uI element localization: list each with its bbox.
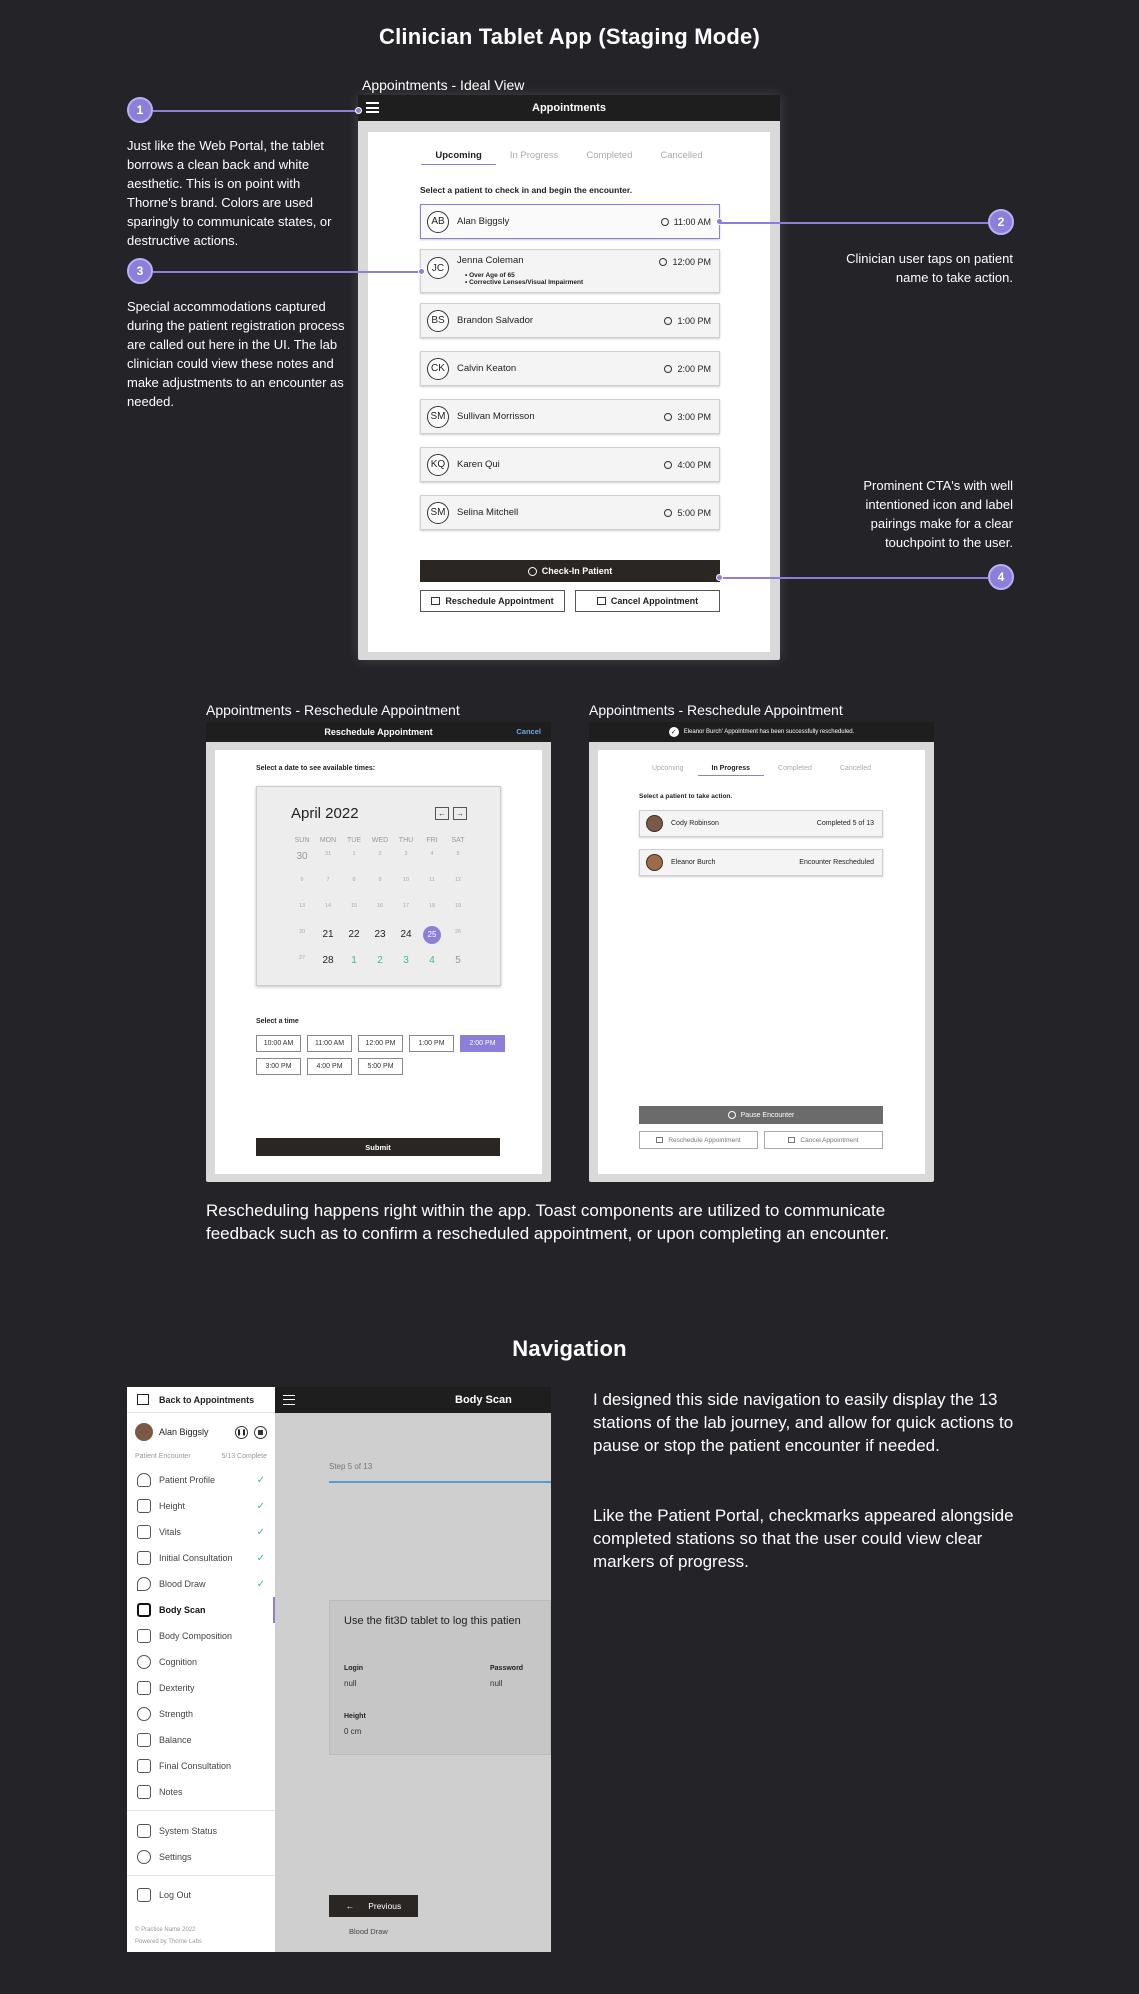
day-cell: 15 [350, 903, 358, 909]
nav-label: System Status [159, 1826, 218, 1836]
annotation-marker-4: 4 [988, 564, 1014, 590]
avatar: SM [427, 502, 449, 524]
nav-item-height[interactable] [127, 1493, 275, 1519]
day-cell: 5 [455, 955, 461, 966]
reschedule-label: Reschedule Appointment [445, 596, 554, 606]
log-out-button[interactable] [127, 1882, 275, 1908]
submit-button[interactable]: Submit [256, 1138, 500, 1156]
avatar: CK [427, 358, 449, 380]
cancel-appointment-button[interactable] [575, 590, 720, 612]
clock-icon [664, 413, 672, 421]
patient-row[interactable] [420, 204, 720, 239]
tab-cancelled[interactable]: Cancelled [839, 765, 872, 772]
encounter-header [135, 1453, 267, 1460]
top-bar [206, 722, 551, 742]
toast-message: Eleanor Burch' Appointment has been successfully rescheduled. [683, 729, 855, 735]
clock-icon [659, 258, 667, 266]
day-cell[interactable]: 21 [322, 929, 334, 940]
patient-name: Jenna Coleman [457, 255, 524, 266]
day-cell: 12 [454, 877, 462, 883]
annotation-line [153, 271, 423, 273]
body-icon [137, 1629, 151, 1643]
gear-icon [137, 1850, 151, 1864]
password-label: Password [490, 1665, 524, 1672]
nav-item-body-composition[interactable] [127, 1623, 275, 1649]
patient-name: Karen Qui [457, 459, 500, 470]
nav-item-system-status[interactable] [127, 1818, 275, 1844]
menu-icon[interactable] [283, 1395, 295, 1405]
prev-month-button[interactable]: ← [435, 807, 449, 820]
day-cell: 8 [352, 877, 356, 883]
powered-by: Powered by Thorne Labs [135, 1939, 202, 1945]
appointment-time: 3:00 PM [677, 411, 711, 422]
divider [127, 1810, 275, 1811]
nav-label: Dexterity [159, 1683, 195, 1693]
weekday-label: TUE [347, 837, 361, 844]
person-icon [137, 1473, 151, 1487]
weekday-label: MON [319, 837, 337, 844]
nav-label: Initial Consultation [159, 1553, 233, 1563]
notes-icon [137, 1785, 151, 1799]
height-label: Height [344, 1713, 366, 1720]
back-to-appointments[interactable] [127, 1387, 275, 1413]
calendar-days [289, 851, 471, 966]
password-value: null [490, 1679, 503, 1688]
day-cell: 4 [430, 851, 434, 857]
ideal-caption: Appointments - Ideal View [362, 77, 525, 93]
time-slot[interactable]: 3:00 PM [256, 1058, 301, 1075]
navigation-description-2: Like the Patient Portal, checkmarks appeared alongside completed stations so that the user could view clear markers of progress. [593, 1506, 1014, 1571]
back-label: Back to Appointments [159, 1394, 255, 1405]
tab-bar [598, 765, 925, 776]
check-icon: ✓ [256, 1474, 265, 1486]
appointment-time: 5:00 PM [677, 507, 711, 518]
toast-caption: Appointments - Reschedule Appointment [589, 702, 843, 718]
time-slot[interactable]: 4:00 PM [307, 1058, 352, 1075]
day-cell[interactable]: 2 [377, 955, 383, 966]
tab-upcoming[interactable]: Upcoming [421, 150, 495, 165]
tab-completed[interactable]: Completed [586, 150, 633, 161]
droplet-icon [137, 1577, 151, 1591]
appointment-time: 1:00 PM [677, 315, 711, 326]
clock-icon [664, 509, 672, 517]
day-cell[interactable]: 28 [322, 955, 334, 966]
ideal-content [368, 132, 770, 652]
previous-label: Previous [368, 1901, 402, 1911]
check-icon: ✓ [256, 1578, 265, 1590]
day-cell: 2 [378, 851, 382, 857]
patient-name: Sullivan Morrisson [457, 411, 535, 422]
previous-button[interactable] [329, 1895, 418, 1917]
nav-label: Strength [159, 1709, 194, 1719]
stethoscope-icon [137, 1525, 151, 1539]
pause-icon[interactable]: ❚❚ [235, 1426, 248, 1439]
reschedule-caption: Appointments - Reschedule Appointment [206, 702, 460, 718]
stop-icon[interactable] [254, 1426, 267, 1439]
day-cell: 18 [428, 903, 436, 909]
reschedule-description: Rescheduling happens right within the app. Toast components are utilized to communicate feedback such as to confirm a rescheduled appointment, or upon completing an encounter. [206, 1201, 890, 1243]
side-navigation [127, 1387, 275, 1952]
day-cell: 10 [402, 877, 410, 883]
calendar-icon [656, 1137, 663, 1143]
day-cell: 19 [454, 903, 462, 909]
patient-row[interactable]: JC Jenna Coleman • Over Age of 65 • Corrective Lenses/Visual Impairment 12:00 PM [420, 249, 720, 293]
check-circle-icon: ✓ [669, 727, 679, 737]
nav-item-vitals[interactable] [127, 1519, 275, 1545]
accommodation-note: Over Age of 65 [469, 272, 515, 279]
consultation-icon [137, 1759, 151, 1773]
tab-bar [368, 150, 770, 165]
appointment-time: 2:00 PM [677, 363, 711, 374]
patient-name: Calvin Keaton [457, 363, 517, 374]
cancel-label: Cancel Appointment [800, 1136, 859, 1144]
user-header [127, 1419, 275, 1445]
tab-cancelled[interactable]: Cancelled [660, 150, 703, 161]
ruler-icon [137, 1499, 151, 1513]
signal-icon [137, 1824, 151, 1838]
next-month-button[interactable]: → [453, 807, 467, 820]
patient-name: Brandon Salvador [457, 315, 534, 326]
calendar [256, 786, 501, 986]
active-indicator [273, 1597, 275, 1623]
main-top-bar [275, 1387, 551, 1413]
cancel-link[interactable]: Cancel [516, 727, 541, 736]
encounter-status: Encounter Rescheduled [799, 859, 874, 866]
patient-name: Cody Robinson [671, 820, 719, 827]
nav-item-settings[interactable] [127, 1844, 275, 1870]
appointment-time: 12:00 PM [672, 257, 711, 267]
annotation-marker-2: 2 [988, 209, 1014, 235]
tab-completed[interactable]: Completed [778, 765, 812, 772]
nav-label: Vitals [159, 1527, 181, 1537]
encounter-label: Patient Encounter [135, 1453, 191, 1460]
step-indicator: Step 5 of 13 [329, 1462, 373, 1471]
annotation-text-1: Just like the Web Portal, the tablet borrows a clean back and white aesthetic. This is on point with Thorne's brand. Colors are used sparingly to communicate states, or destructive actions. [127, 138, 332, 248]
nav-item-dexterity[interactable] [127, 1675, 275, 1701]
encounter-progress: 5/13 Complete [221, 1453, 267, 1460]
login-value: null [344, 1679, 357, 1688]
nav-label: Final Consultation [159, 1761, 232, 1771]
cancel-appointment-button[interactable] [764, 1131, 883, 1149]
login-label: Login [344, 1665, 364, 1672]
scan-icon [137, 1603, 151, 1617]
nav-label: Patient Profile [159, 1475, 216, 1485]
day-cell: 27 [298, 955, 306, 961]
page-title: Clinician Tablet App (Staging Mode) [379, 24, 760, 49]
day-cell: 7 [326, 877, 330, 883]
menu-icon[interactable] [366, 102, 379, 113]
day-cell: 31 [324, 851, 332, 857]
nav-item-final-consultation[interactable] [127, 1753, 275, 1779]
page-title: Body Scan [455, 1394, 512, 1406]
check-icon: ✓ [256, 1552, 265, 1564]
selected-day[interactable]: 25 [423, 926, 441, 944]
time-slot[interactable]: 11:00 AM [307, 1035, 352, 1052]
avatar: KQ [427, 454, 449, 476]
patient-row[interactable] [420, 303, 720, 338]
cancel-label: Cancel Appointment [610, 596, 699, 606]
pause-label: Pause Encounter [740, 1111, 795, 1119]
day-cell: 11 [429, 877, 435, 883]
height-value: 0 cm [344, 1727, 362, 1736]
toast-bar [589, 722, 934, 742]
day-cell: 3 [404, 851, 408, 857]
tab-in-progress[interactable]: In Progress [698, 765, 765, 776]
day-cell: 14 [324, 903, 332, 909]
avatar: SM [427, 406, 449, 428]
check-icon: ✓ [256, 1526, 265, 1538]
check-circle-icon [528, 567, 537, 576]
reschedule-tablet [206, 722, 551, 1182]
top-bar [358, 95, 780, 121]
time-slot[interactable]: 12:00 PM [358, 1035, 403, 1052]
logout-icon [137, 1888, 151, 1902]
time-slot[interactable]: 10:00 AM [256, 1035, 301, 1052]
nav-label: Body Composition [159, 1631, 233, 1641]
nav-item-body-scan-active[interactable] [127, 1597, 275, 1623]
check-in-button[interactable] [420, 560, 720, 582]
calendar-icon [788, 1137, 795, 1143]
annotation-line [720, 222, 988, 224]
calendar-icon [431, 597, 440, 605]
avatar [646, 854, 663, 871]
day-cell[interactable]: 4 [429, 955, 435, 966]
clock-icon [664, 317, 672, 325]
patient-name: Alan Biggsly [457, 216, 510, 227]
annotation-text-2: Clinician user taps on patient name to take action. [846, 251, 1013, 285]
avatar [646, 815, 663, 832]
avatar [135, 1423, 153, 1441]
day-cell: 13 [298, 903, 306, 909]
avatar: JC [427, 257, 449, 279]
nav-label: Blood Draw [159, 1579, 206, 1589]
brain-icon [137, 1655, 151, 1669]
day-cell: 17 [402, 903, 410, 909]
reschedule-label: Reschedule Appointment [668, 1136, 741, 1144]
patient-row[interactable] [420, 399, 720, 434]
nav-label: Height [159, 1501, 186, 1511]
patient-row[interactable] [639, 849, 883, 876]
select-prompt: Select a patient to take action. [639, 793, 733, 800]
time-slot-selected[interactable]: 2:00 PM [460, 1035, 505, 1052]
previous-station: Blood Draw [349, 1927, 388, 1936]
navigation-tablet [127, 1387, 551, 1952]
annotation-text-3: Special accommodations captured during the patient registration process are called out here in the UI. The lab clinician could view these notes and make adjustments to an encounter as needed. [127, 299, 345, 409]
patient-name: Eleanor Burch [671, 859, 716, 866]
avatar: AB [427, 211, 449, 233]
pause-icon [728, 1111, 736, 1119]
day-cell[interactable]: 1 [351, 955, 357, 966]
nav-label: Balance [159, 1735, 192, 1745]
hand-icon [137, 1681, 151, 1695]
time-label: Select a time [256, 1018, 299, 1025]
accommodation-note: Corrective Lenses/Visual Impairment [469, 279, 584, 286]
nav-item-patient-profile[interactable] [127, 1467, 275, 1493]
check-icon: ✓ [256, 1500, 265, 1512]
reschedule-button[interactable] [420, 590, 565, 612]
day-cell: 5 [456, 851, 460, 857]
toast-tablet [589, 722, 934, 1182]
clock-icon [664, 461, 672, 469]
date-prompt: Select a date to see available times: [256, 765, 376, 772]
nav-item-cognition[interactable] [127, 1649, 275, 1675]
day-cell[interactable]: 22 [348, 929, 360, 940]
connector-dot [716, 574, 723, 581]
reschedule-button[interactable] [639, 1131, 758, 1149]
clock-icon [661, 218, 669, 226]
avatar: BS [427, 310, 449, 332]
annotation-line [720, 577, 988, 579]
weekday-header [289, 837, 471, 844]
nav-label: Body Scan [159, 1605, 206, 1615]
calendar-icon [597, 597, 606, 605]
arrow-left-icon: ← [345, 1901, 355, 1911]
consultation-icon [137, 1551, 151, 1565]
nav-item-notes[interactable] [127, 1779, 275, 1805]
step-progress-bar [329, 1481, 551, 1483]
strength-icon [137, 1707, 151, 1721]
day-cell[interactable]: 23 [374, 929, 386, 940]
day-cell: 1 [352, 851, 356, 857]
pause-encounter-button[interactable] [639, 1106, 883, 1124]
connector-dot [355, 107, 362, 114]
tab-in-progress[interactable]: In Progress [509, 150, 559, 161]
fit3d-card [329, 1600, 551, 1755]
nav-item-initial-consultation[interactable] [127, 1545, 275, 1571]
nav-item-blood-draw[interactable] [127, 1571, 275, 1597]
weekday-label: WED [371, 837, 389, 844]
weekday-label: SUN [294, 837, 310, 844]
navigation-description-1: I designed this side navigation to easily display the 13 stations of the lab journey, and allow for quick actions to pause or stop the patient encounter if needed. [593, 1390, 1014, 1455]
nav-label: Cognition [159, 1657, 198, 1667]
day-cell[interactable]: 24 [400, 929, 412, 940]
nav-item-strength[interactable] [127, 1701, 275, 1727]
bar-title: Appointments [532, 102, 606, 114]
day-cell: 6 [300, 877, 304, 883]
weekday-label: THU [398, 837, 414, 844]
calendar-icon [137, 1394, 149, 1405]
patient-row[interactable] [420, 495, 720, 530]
nav-label: Log Out [159, 1890, 192, 1900]
user-name: Alan Biggsly [159, 1427, 209, 1437]
nav-item-balance[interactable] [127, 1727, 275, 1753]
footer [135, 1924, 202, 1948]
balance-icon [137, 1733, 151, 1747]
nav-label: Notes [159, 1787, 183, 1797]
connector-dot [418, 268, 425, 275]
patient-name: Selina Mitchell [457, 507, 519, 518]
weekday-label: FRI [426, 837, 438, 844]
time-slot[interactable]: 1:00 PM [409, 1035, 454, 1052]
day-cell: 26 [454, 929, 462, 935]
appointment-time: 4:00 PM [677, 459, 711, 470]
weekday-label: SAT [451, 837, 465, 844]
patient-row[interactable] [639, 810, 883, 837]
calendar-month: April 2022 [291, 805, 359, 822]
day-cell: 20 [298, 929, 306, 935]
annotation-line [153, 110, 358, 112]
divider [127, 1875, 275, 1876]
day-cell: 9 [378, 877, 382, 883]
check-in-label: Check-In Patient [541, 566, 613, 576]
copyright: © Practice Name 2022 [135, 1927, 196, 1933]
bar-title: Reschedule Appointment [324, 727, 433, 737]
navigation-heading: Navigation [512, 1336, 627, 1361]
clock-icon [664, 365, 672, 373]
main-content [289, 1427, 551, 1952]
day-cell: 16 [376, 903, 384, 909]
select-prompt: Select a patient to check in and begin the encounter. [420, 185, 633, 195]
nav-label: Settings [159, 1852, 192, 1862]
card-instruction: Use the fit3D tablet to log this patien [344, 1615, 521, 1627]
annotation-text-4: Prominent CTA's with well intentioned icon and label pairings make for a clear touchpoint to the user. [863, 478, 1013, 550]
day-cell: 30 [296, 851, 308, 862]
patient-row[interactable] [420, 447, 720, 482]
encounter-status: Completed 5 of 13 [816, 820, 874, 827]
annotation-marker-3: 3 [127, 258, 153, 284]
toast-content [598, 750, 925, 1174]
patient-row[interactable] [420, 351, 720, 386]
tab-upcoming[interactable]: Upcoming [651, 765, 684, 772]
annotation-marker-1: 1 [127, 97, 153, 123]
day-cell[interactable]: 3 [403, 955, 409, 966]
appointment-time: 11:00 AM [673, 216, 711, 227]
reschedule-content [215, 750, 542, 1174]
time-slot[interactable]: 5:00 PM [358, 1058, 403, 1075]
